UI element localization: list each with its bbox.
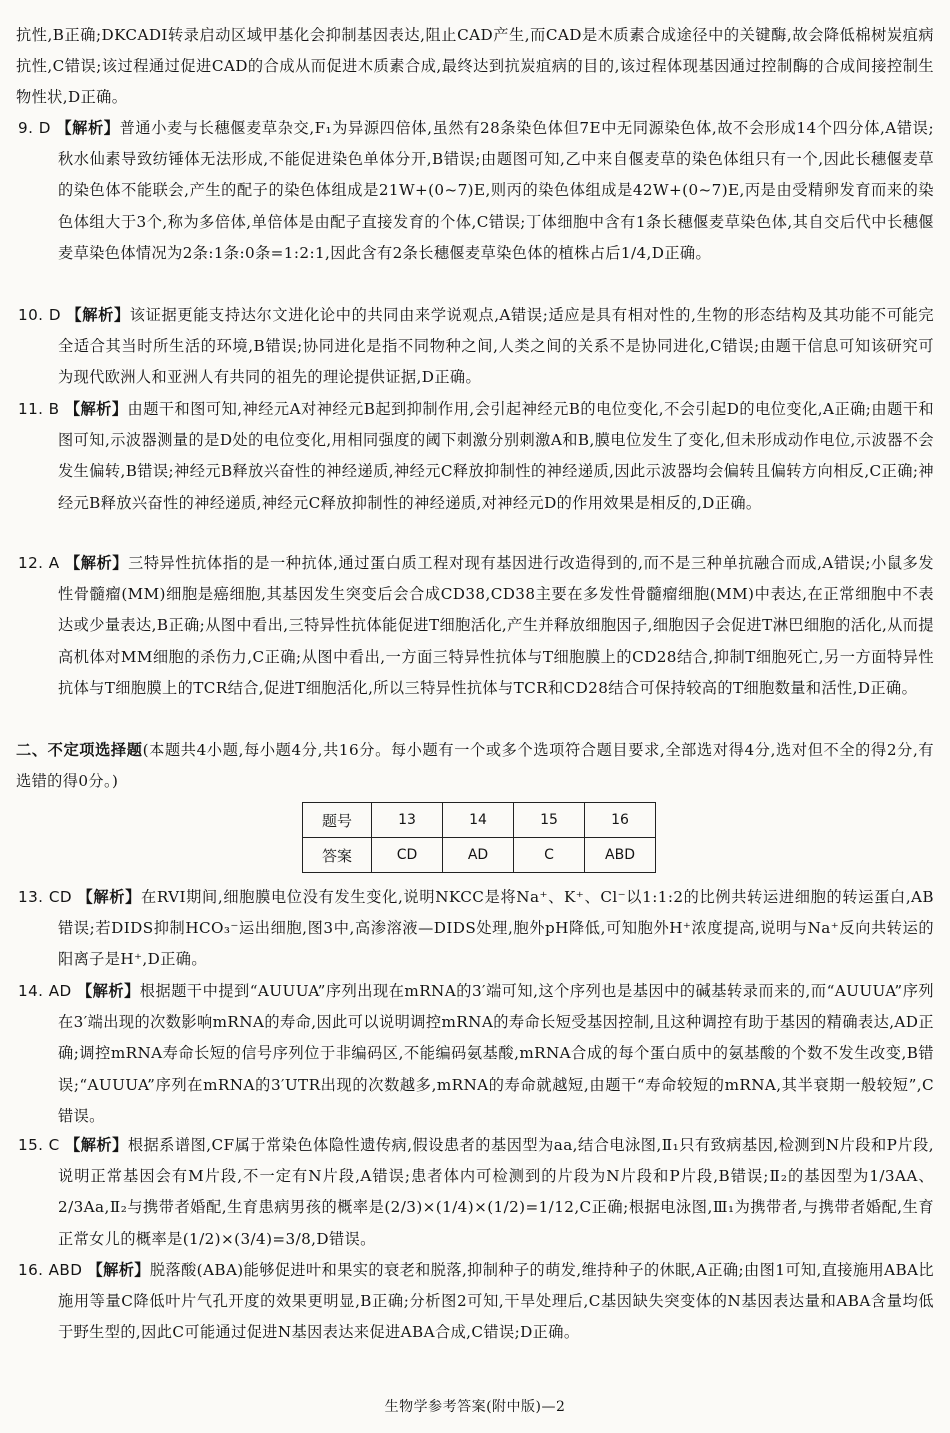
- answer-cell: C: [514, 838, 585, 873]
- question-number-cell: 15: [514, 803, 585, 838]
- intro-paragraph: [16, 20, 934, 114]
- analysis-tag: 【解析】: [64, 554, 129, 572]
- answer-item-14: [18, 976, 934, 1132]
- analysis-tag: 【解析】: [76, 982, 140, 1000]
- item-number: 9. D: [18, 119, 51, 137]
- question-number-cell: 13: [372, 803, 443, 838]
- table-header-cell: 题号: [303, 803, 372, 838]
- table-row: [303, 803, 656, 838]
- item-text: 三特异性抗体指的是一种抗体,通过蛋白质工程对现有基因进行改造得到的,而不是三种单抗融合而成,A错误;小鼠多发性骨髓瘤(MM)细胞是癌细胞,其基因发生突变后会合成CD38,CD38主要在多发性骨髓瘤细胞(MM)中表达,在正常细胞中不表达或少量表达,B正确;从图中看出,三特异性抗体能促进T细胞活化,产生并释放细胞因子,细胞因子会促进T淋巴细胞的活化,从而提高机体对MM细胞的杀伤力,C正确;从图中看出,一方面三特异性抗体与T细胞膜上的CD28结合,抑制T细胞死亡,另一方面特异性抗体与T细胞膜上的TCR结合,促进T细胞活化,所以三特异性抗体与TCR和CD28结合可保持较高的T细胞数量和活性,D正确。: [58, 554, 935, 697]
- item-text: 在RVI期间,细胞膜电位没有发生变化,说明NKCC是将Na⁺、K⁺、Cl⁻以1:1:2的比例共转运进细胞的转运蛋白,AB错误;若DIDS抑制HCO₃⁻运出细胞,图3中,高渗溶液—DIDS处理,胞外pH降低,可知胞外H⁺浓度提高,说明与Na⁺反向共转运的阳离子是H⁺,D正确。: [58, 888, 934, 969]
- item-text: 根据系谱图,CF属于常染色体隐性遗传病,假设患者的基因型为aa,结合电泳图,Ⅱ₁只有致病基因,检测到N片段和P片段,说明正常基因会有M片段,不一定有N片段,A错误;患者体内可检测到的片段为N片段和P片段,B错误;Ⅱ₂的基因型为1/3AA、2/3Aa,Ⅱ₂与携带者婚配,生育患病男孩的概率是(2/3)×(1/4)×(1/2)=1/12,C正确;根据电泳图,Ⅲ₁为携带者,与携带者婚配,生育正常女儿的概率是(1/2)×(3/4)=3/8,D错误。: [58, 1136, 935, 1248]
- section-instructions: (本题共4小题,每小题4分,共16分。每小题有一个或多个选项符合题目要求,全部选对得4分,选对但不全的得2分,有选错的得0分。): [16, 741, 934, 791]
- item-number: 15. C: [18, 1136, 60, 1154]
- answer-cell: AD: [443, 838, 514, 873]
- item-text: 脱落酸(ABA)能够促进叶和果实的衰老和脱落,抑制种子的萌发,维持种子的休眠,A正确;由图1可知,直接施用ABA比施用等量C降低叶片气孔开度的效果更明显,B正确;分析图2可知,干旱处理后,C基因缺失突变体的N基因表达量和ABA含量均低于野生型的,因此C可能通过促进N基因表达来促进ABA合成,C错误;D正确。: [58, 1261, 934, 1342]
- page-footer: 生物学参考答案(附中版)—2: [384, 1399, 566, 1415]
- section-title: 二、不定项选择题: [16, 741, 143, 759]
- section-two-heading: [16, 735, 934, 797]
- analysis-tag: 【解析】: [65, 1136, 128, 1154]
- item-number: 10. D: [18, 306, 61, 324]
- item-text: 根据题干中提到“AUUUA”序列出现在mRNA的3′端可知,这个序列也是基因中的碱基转录而来的,而“AUUUA”序列在3′端出现的次数影响mRNA的寿命,因此可以说明调控mRNA的寿命长短受基因控制,且这种调控有助于基因的精确表达,AD正确;调控mRNA寿命长短的信号序列位于非编码区,不能编码氨基酸,mRNA合成的每个蛋白质中的氨基酸的个数不发生改变,B错误;“AUUUA”序列在mRNA的3′UTR出现的次数越多,mRNA的寿命就越短,由题干“寿命较短的mRNA,其半衰期一般较短”,C错误。: [58, 982, 934, 1125]
- analysis-tag: 【解析】: [87, 1261, 150, 1279]
- answer-item-13: [18, 882, 934, 976]
- item-text: 该证据更能支持达尔文进化论中的共同由来学说观点,A错误;适应是具有相对性的,生物的形态结构及其功能不可能完全适合其当时所生活的环境,B错误;协同进化是指不同物种之间,人类之间的关系不是协同进化,C错误;由题干信息可知该研究可为现代欧洲人和亚洲人有共同的祖先的理论提供证据,D正确。: [58, 306, 934, 387]
- item-text: 由题干和图可知,神经元A对神经元B起到抑制作用,会引起神经元B的电位变化,不会引起D的电位变化,A正确;由题干和图可知,示波器测量的是D处的电位变化,用相同强度的阈下刺激分别刺激A和B,膜电位发生了变化,但未形成动作电位,示波器不会发生偏转,B错误;神经元B释放兴奋性的神经递质,神经元C释放抑制性的神经递质,因此示波器均会偏转且偏转方向相反,C正确;神经元B释放兴奋性的神经递质,神经元C释放抑制性的神经递质,对神经元D的作用效果是相反的,D正确。: [58, 400, 935, 512]
- answer-item-15: [18, 1130, 934, 1255]
- answer-table: [302, 802, 656, 873]
- analysis-tag: 【解析】: [64, 400, 128, 418]
- question-number-cell: 16: [585, 803, 656, 838]
- analysis-tag: 【解析】: [66, 306, 130, 324]
- table-header-cell: 答案: [303, 838, 372, 873]
- answer-item-10: [18, 300, 934, 394]
- item-number: 11. B: [18, 400, 60, 418]
- item-number: 12. A: [18, 554, 60, 572]
- table-row: [303, 838, 656, 873]
- item-text: 普通小麦与长穗偃麦草杂交,F₁为异源四倍体,虽然有28条染色体但7E中无同源染色体,故不会形成14个四分体,A错误;秋水仙素导致纺锤体无法形成,不能促进染色单体分开,B错误;由题图可知,乙中来自偃麦草的染色体组只有一个,因此长穗偃麦草的染色体不能联会,产生的配子的染色体组成是21W+(0~7)E,则丙的染色体组成是42W+(0~7)E,丙是由受精卵发育而来的染色体组大于3个,称为多倍体,单倍体是由配子直接发育的个体,C错误;丁体细胞中含有1条长穗偃麦草染色体,其自交后代中长穗偃麦草染色体情况为2条:1条:0条=1:2:1,因此含有2条长穗偃麦草染色体的植株占后1/4,D正确。: [58, 119, 934, 262]
- answer-item-16: [18, 1255, 934, 1349]
- analysis-tag: 【解析】: [77, 888, 141, 906]
- item-number: 14. AD: [18, 982, 72, 1000]
- question-number-cell: 14: [443, 803, 514, 838]
- answer-item-12: [18, 548, 934, 704]
- answer-item-11: [18, 394, 934, 519]
- analysis-tag: 【解析】: [56, 119, 120, 137]
- answer-item-9: [18, 113, 934, 269]
- item-number: 16. ABD: [18, 1261, 83, 1279]
- intro-text: 抗性,B正确;DKCADI转录启动区域甲基化会抑制基因表达,阻止CAD产生,而CAD是木质素合成途径中的关键酶,故会降低棉树炭疽病抗性,C错误;该过程通过促进CAD的合成从而促进木质素合成,最终达到抗炭疽病的目的,该过程体现基因通过控制酶的合成间接控制生物性状,D正确。: [16, 26, 934, 107]
- answer-cell: ABD: [585, 838, 656, 873]
- answer-cell: CD: [372, 838, 443, 873]
- item-number: 13. CD: [18, 888, 72, 906]
